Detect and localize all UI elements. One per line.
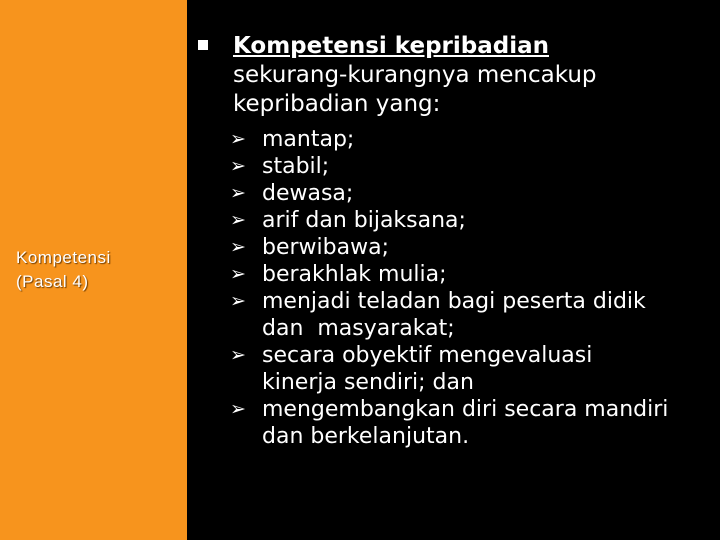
list-item-text: mengembangkan diri secara mandiri xyxy=(262,397,669,422)
list-item-text: dewasa; xyxy=(262,181,354,206)
arrow-bullet-icon: ➢ xyxy=(230,263,246,285)
arrow-bullet-icon: ➢ xyxy=(230,155,246,177)
list-item xyxy=(230,342,720,396)
list-item-text: secara obyektif mengevaluasi xyxy=(262,343,593,368)
arrow-bullet-icon: ➢ xyxy=(230,182,246,204)
list-item xyxy=(230,234,720,261)
list-item xyxy=(230,153,720,180)
list-item-continuation: dan masyarakat; xyxy=(262,316,455,341)
square-bullet-icon xyxy=(198,40,208,50)
list-item xyxy=(230,288,720,342)
arrow-bullet-icon: ➢ xyxy=(230,209,246,231)
sidebar-title-line2: (Pasal 4) xyxy=(16,272,89,291)
list-item-text: stabil; xyxy=(262,154,330,179)
criteria-list xyxy=(230,126,720,450)
list-item xyxy=(230,396,720,450)
list-item-text: mantap; xyxy=(262,127,355,152)
arrow-bullet-icon: ➢ xyxy=(230,344,246,366)
list-item xyxy=(230,180,720,207)
heading-line: sekurang-kurangnya mencakup xyxy=(233,62,597,88)
list-item xyxy=(230,126,720,153)
heading-line: kepribadian yang: xyxy=(233,91,441,117)
arrow-bullet-icon: ➢ xyxy=(230,236,246,258)
list-item-continuation: kinerja sendiri; dan xyxy=(262,370,474,395)
list-item-text: arif dan bijaksana; xyxy=(262,208,466,233)
list-item-text: berwibawa; xyxy=(262,235,389,260)
arrow-bullet-icon: ➢ xyxy=(230,290,246,312)
heading-title: Kompetensi kepribadian xyxy=(233,33,549,59)
arrow-bullet-icon: ➢ xyxy=(230,398,246,420)
list-item-continuation: dan berkelanjutan. xyxy=(262,424,470,449)
arrow-bullet-icon: ➢ xyxy=(230,128,246,150)
list-item xyxy=(230,261,720,288)
list-item xyxy=(230,207,720,234)
list-item-text: menjadi teladan bagi peserta didik xyxy=(262,289,646,314)
sidebar-title-line1: Kompetensi xyxy=(16,248,111,267)
list-item-text: berakhlak mulia; xyxy=(262,262,447,287)
heading xyxy=(233,32,713,119)
